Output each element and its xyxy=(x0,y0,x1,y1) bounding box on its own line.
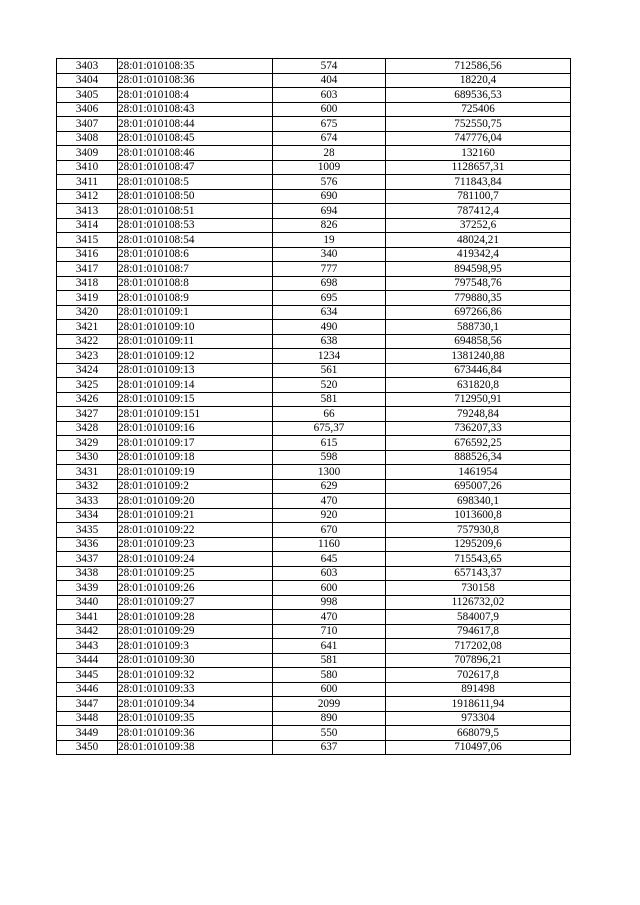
cadastral-number-cell: 28:01:010109:13 xyxy=(118,363,273,378)
area-cell: 28 xyxy=(273,146,386,161)
row-number-cell: 3435 xyxy=(57,523,118,538)
area-cell: 645 xyxy=(273,552,386,567)
area-cell: 695 xyxy=(273,291,386,306)
cadastral-value-cell: 1918611,94 xyxy=(386,697,571,712)
row-number-cell: 3406 xyxy=(57,102,118,117)
cadastral-number-cell: 28:01:010109:38 xyxy=(118,740,273,755)
row-number-cell: 3442 xyxy=(57,624,118,639)
area-cell: 1234 xyxy=(273,349,386,364)
row-number-cell: 3409 xyxy=(57,146,118,161)
row-number-cell: 3446 xyxy=(57,682,118,697)
cadastral-number-cell: 28:01:010109:22 xyxy=(118,523,273,538)
cadastral-value-cell: 676592,25 xyxy=(386,436,571,451)
cadastral-value-cell: 781100,7 xyxy=(386,189,571,204)
area-cell: 490 xyxy=(273,320,386,335)
row-number-cell: 3439 xyxy=(57,581,118,596)
cadastral-number-cell: 28:01:010108:50 xyxy=(118,189,273,204)
cadastral-value-cell: 757930,8 xyxy=(386,523,571,538)
row-number-cell: 3405 xyxy=(57,88,118,103)
cadastral-number-cell: 28:01:010109:21 xyxy=(118,508,273,523)
cadastral-value-cell: 419342,4 xyxy=(386,247,571,262)
area-cell: 615 xyxy=(273,436,386,451)
cadastral-number-cell: 28:01:010108:8 xyxy=(118,276,273,291)
cadastral-value-cell: 694858,56 xyxy=(386,334,571,349)
area-cell: 641 xyxy=(273,639,386,654)
cadastral-number-cell: 28:01:010108:35 xyxy=(118,59,273,74)
cadastral-value-cell: 37252,6 xyxy=(386,218,571,233)
area-cell: 576 xyxy=(273,175,386,190)
table-row xyxy=(57,334,571,349)
row-number-cell: 3431 xyxy=(57,465,118,480)
table-row xyxy=(57,610,571,625)
cadastral-number-cell: 28:01:010108:53 xyxy=(118,218,273,233)
cadastral-value-cell: 747776,04 xyxy=(386,131,571,146)
table-row xyxy=(57,740,571,755)
table-row xyxy=(57,320,571,335)
cadastral-value-cell: 1128657,31 xyxy=(386,160,571,175)
cadastral-value-cell: 712586,56 xyxy=(386,59,571,74)
cadastral-number-cell: 28:01:010109:19 xyxy=(118,465,273,480)
cadastral-value-cell: 787412,4 xyxy=(386,204,571,219)
table-row xyxy=(57,218,571,233)
cadastral-value-cell: 48024,21 xyxy=(386,233,571,248)
table-row xyxy=(57,189,571,204)
cadastral-number-cell: 28:01:010109:25 xyxy=(118,566,273,581)
table-body xyxy=(57,59,571,755)
cadastral-value-cell: 736207,33 xyxy=(386,421,571,436)
area-cell: 675,37 xyxy=(273,421,386,436)
table-row xyxy=(57,552,571,567)
table-row xyxy=(57,276,571,291)
row-number-cell: 3426 xyxy=(57,392,118,407)
row-number-cell: 3413 xyxy=(57,204,118,219)
table-row xyxy=(57,102,571,117)
area-cell: 2099 xyxy=(273,697,386,712)
cadastral-number-cell: 28:01:010109:16 xyxy=(118,421,273,436)
table-row xyxy=(57,595,571,610)
cadastral-value-cell: 715543,65 xyxy=(386,552,571,567)
table-row xyxy=(57,537,571,552)
table-row xyxy=(57,349,571,364)
table-row xyxy=(57,392,571,407)
cadastral-value-cell: 698340,1 xyxy=(386,494,571,509)
cadastral-value-cell: 707896,21 xyxy=(386,653,571,668)
row-number-cell: 3429 xyxy=(57,436,118,451)
cadastral-value-cell: 18220,4 xyxy=(386,73,571,88)
area-cell: 404 xyxy=(273,73,386,88)
table-row xyxy=(57,523,571,538)
cadastral-value-cell: 973304 xyxy=(386,711,571,726)
cadastral-value-cell: 588730,1 xyxy=(386,320,571,335)
table-row xyxy=(57,262,571,277)
table-row xyxy=(57,726,571,741)
row-number-cell: 3427 xyxy=(57,407,118,422)
table-row xyxy=(57,624,571,639)
row-number-cell: 3408 xyxy=(57,131,118,146)
cadastral-number-cell: 28:01:010108:9 xyxy=(118,291,273,306)
row-number-cell: 3404 xyxy=(57,73,118,88)
row-number-cell: 3403 xyxy=(57,59,118,74)
row-number-cell: 3430 xyxy=(57,450,118,465)
cadastral-value-cell: 1013600,8 xyxy=(386,508,571,523)
table-row xyxy=(57,363,571,378)
cadastral-number-cell: 28:01:010108:36 xyxy=(118,73,273,88)
cadastral-value-cell: 1295209,6 xyxy=(386,537,571,552)
cadastral-value-cell: 794617,8 xyxy=(386,624,571,639)
row-number-cell: 3416 xyxy=(57,247,118,262)
row-number-cell: 3450 xyxy=(57,740,118,755)
table-row xyxy=(57,146,571,161)
area-cell: 694 xyxy=(273,204,386,219)
cadastral-value-cell: 752550,75 xyxy=(386,117,571,132)
cadastral-number-cell: 28:01:010109:15 xyxy=(118,392,273,407)
cadastral-value-cell: 888526,34 xyxy=(386,450,571,465)
cadastral-number-cell: 28:01:010109:1 xyxy=(118,305,273,320)
cadastral-number-cell: 28:01:010108:6 xyxy=(118,247,273,262)
row-number-cell: 3441 xyxy=(57,610,118,625)
area-cell: 520 xyxy=(273,378,386,393)
cadastral-number-cell: 28:01:010109:26 xyxy=(118,581,273,596)
cadastral-number-cell: 28:01:010108:46 xyxy=(118,146,273,161)
cadastral-value-cell: 657143,37 xyxy=(386,566,571,581)
area-cell: 574 xyxy=(273,59,386,74)
cadastral-value-cell: 779880,35 xyxy=(386,291,571,306)
cadastral-value-cell: 711843,84 xyxy=(386,175,571,190)
area-cell: 580 xyxy=(273,668,386,683)
area-cell: 470 xyxy=(273,610,386,625)
area-cell: 600 xyxy=(273,102,386,117)
table-row xyxy=(57,291,571,306)
cadastral-value-cell: 1461954 xyxy=(386,465,571,480)
area-cell: 777 xyxy=(273,262,386,277)
cadastral-value-cell: 1381240,88 xyxy=(386,349,571,364)
cadastral-number-cell: 28:01:010108:43 xyxy=(118,102,273,117)
area-cell: 1300 xyxy=(273,465,386,480)
table-row xyxy=(57,711,571,726)
area-cell: 710 xyxy=(273,624,386,639)
row-number-cell: 3448 xyxy=(57,711,118,726)
area-cell: 629 xyxy=(273,479,386,494)
cadastral-value-cell: 894598,95 xyxy=(386,262,571,277)
area-cell: 634 xyxy=(273,305,386,320)
cadastral-value-cell: 1126732,02 xyxy=(386,595,571,610)
cadastral-number-cell: 28:01:010109:28 xyxy=(118,610,273,625)
table-row xyxy=(57,378,571,393)
table-row xyxy=(57,436,571,451)
table-row xyxy=(57,508,571,523)
table-row xyxy=(57,160,571,175)
cadastral-number-cell: 28:01:010108:51 xyxy=(118,204,273,219)
area-cell: 19 xyxy=(273,233,386,248)
row-number-cell: 3433 xyxy=(57,494,118,509)
cadastral-value-cell: 797548,76 xyxy=(386,276,571,291)
row-number-cell: 3449 xyxy=(57,726,118,741)
row-number-cell: 3415 xyxy=(57,233,118,248)
cadastral-number-cell: 28:01:010109:12 xyxy=(118,349,273,364)
cadastral-number-cell: 28:01:010109:34 xyxy=(118,697,273,712)
table-row xyxy=(57,407,571,422)
table-row xyxy=(57,697,571,712)
cadastral-value-cell: 132160 xyxy=(386,146,571,161)
area-cell: 670 xyxy=(273,523,386,538)
row-number-cell: 3428 xyxy=(57,421,118,436)
cadastral-value-cell: 730158 xyxy=(386,581,571,596)
cadastral-value-cell: 673446,84 xyxy=(386,363,571,378)
area-cell: 561 xyxy=(273,363,386,378)
cadastral-number-cell: 28:01:010109:29 xyxy=(118,624,273,639)
cadastral-number-cell: 28:01:010109:17 xyxy=(118,436,273,451)
area-cell: 600 xyxy=(273,682,386,697)
cadastral-number-cell: 28:01:010109:3 xyxy=(118,639,273,654)
cadastral-number-cell: 28:01:010109:24 xyxy=(118,552,273,567)
table-row xyxy=(57,479,571,494)
cadastral-number-cell: 28:01:010108:4 xyxy=(118,88,273,103)
table-row xyxy=(57,465,571,480)
table-row xyxy=(57,175,571,190)
area-cell: 920 xyxy=(273,508,386,523)
table-row xyxy=(57,204,571,219)
cadastral-number-cell: 28:01:010109:151 xyxy=(118,407,273,422)
row-number-cell: 3420 xyxy=(57,305,118,320)
row-number-cell: 3425 xyxy=(57,378,118,393)
row-number-cell: 3443 xyxy=(57,639,118,654)
area-cell: 998 xyxy=(273,595,386,610)
cadastral-number-cell: 28:01:010109:18 xyxy=(118,450,273,465)
area-cell: 600 xyxy=(273,581,386,596)
table-row xyxy=(57,117,571,132)
table-row xyxy=(57,131,571,146)
table-row xyxy=(57,88,571,103)
area-cell: 598 xyxy=(273,450,386,465)
row-number-cell: 3423 xyxy=(57,349,118,364)
area-cell: 1160 xyxy=(273,537,386,552)
area-cell: 638 xyxy=(273,334,386,349)
area-cell: 675 xyxy=(273,117,386,132)
row-number-cell: 3414 xyxy=(57,218,118,233)
cadastral-number-cell: 28:01:010109:14 xyxy=(118,378,273,393)
area-cell: 66 xyxy=(273,407,386,422)
row-number-cell: 3438 xyxy=(57,566,118,581)
table-row xyxy=(57,73,571,88)
area-cell: 550 xyxy=(273,726,386,741)
cadastral-number-cell: 28:01:010108:5 xyxy=(118,175,273,190)
table-row xyxy=(57,566,571,581)
cadastral-number-cell: 28:01:010109:35 xyxy=(118,711,273,726)
cadastral-value-cell: 710497,06 xyxy=(386,740,571,755)
cadastral-value-cell: 712950,91 xyxy=(386,392,571,407)
area-cell: 826 xyxy=(273,218,386,233)
cadastral-number-cell: 28:01:010109:30 xyxy=(118,653,273,668)
area-cell: 674 xyxy=(273,131,386,146)
table-row xyxy=(57,305,571,320)
cadastral-number-cell: 28:01:010108:45 xyxy=(118,131,273,146)
area-cell: 581 xyxy=(273,392,386,407)
area-cell: 690 xyxy=(273,189,386,204)
row-number-cell: 3434 xyxy=(57,508,118,523)
area-cell: 603 xyxy=(273,88,386,103)
area-cell: 637 xyxy=(273,740,386,755)
cadastral-value-cell: 584007,9 xyxy=(386,610,571,625)
row-number-cell: 3411 xyxy=(57,175,118,190)
row-number-cell: 3417 xyxy=(57,262,118,277)
row-number-cell: 3444 xyxy=(57,653,118,668)
cadastral-value-table xyxy=(56,58,571,755)
cadastral-number-cell: 28:01:010109:32 xyxy=(118,668,273,683)
row-number-cell: 3436 xyxy=(57,537,118,552)
area-cell: 698 xyxy=(273,276,386,291)
area-cell: 581 xyxy=(273,653,386,668)
row-number-cell: 3421 xyxy=(57,320,118,335)
area-cell: 890 xyxy=(273,711,386,726)
row-number-cell: 3410 xyxy=(57,160,118,175)
row-number-cell: 3424 xyxy=(57,363,118,378)
area-cell: 603 xyxy=(273,566,386,581)
cadastral-number-cell: 28:01:010108:7 xyxy=(118,262,273,277)
table-row xyxy=(57,639,571,654)
row-number-cell: 3447 xyxy=(57,697,118,712)
row-number-cell: 3407 xyxy=(57,117,118,132)
cadastral-value-cell: 725406 xyxy=(386,102,571,117)
cadastral-number-cell: 28:01:010108:44 xyxy=(118,117,273,132)
row-number-cell: 3437 xyxy=(57,552,118,567)
cadastral-value-cell: 697266,86 xyxy=(386,305,571,320)
area-cell: 1009 xyxy=(273,160,386,175)
table-row xyxy=(57,421,571,436)
cadastral-value-cell: 79248,84 xyxy=(386,407,571,422)
row-number-cell: 3412 xyxy=(57,189,118,204)
cadastral-number-cell: 28:01:010109:33 xyxy=(118,682,273,697)
cadastral-number-cell: 28:01:010109:23 xyxy=(118,537,273,552)
table-row xyxy=(57,59,571,74)
table-row xyxy=(57,682,571,697)
cadastral-value-cell: 668079,5 xyxy=(386,726,571,741)
row-number-cell: 3418 xyxy=(57,276,118,291)
cadastral-number-cell: 28:01:010109:11 xyxy=(118,334,273,349)
area-cell: 340 xyxy=(273,247,386,262)
cadastral-number-cell: 28:01:010109:20 xyxy=(118,494,273,509)
row-number-cell: 3440 xyxy=(57,595,118,610)
table-row xyxy=(57,653,571,668)
table-row xyxy=(57,450,571,465)
cadastral-value-cell: 689536,53 xyxy=(386,88,571,103)
cadastral-number-cell: 28:01:010109:36 xyxy=(118,726,273,741)
table-row xyxy=(57,581,571,596)
cadastral-value-cell: 717202,08 xyxy=(386,639,571,654)
cadastral-number-cell: 28:01:010108:47 xyxy=(118,160,273,175)
table-row xyxy=(57,668,571,683)
cadastral-number-cell: 28:01:010109:2 xyxy=(118,479,273,494)
row-number-cell: 3445 xyxy=(57,668,118,683)
cadastral-number-cell: 28:01:010109:10 xyxy=(118,320,273,335)
table-row xyxy=(57,247,571,262)
cadastral-value-cell: 702617,8 xyxy=(386,668,571,683)
table-row xyxy=(57,494,571,509)
cadastral-value-cell: 695007,26 xyxy=(386,479,571,494)
row-number-cell: 3422 xyxy=(57,334,118,349)
table-row xyxy=(57,233,571,248)
row-number-cell: 3432 xyxy=(57,479,118,494)
cadastral-number-cell: 28:01:010108:54 xyxy=(118,233,273,248)
area-cell: 470 xyxy=(273,494,386,509)
cadastral-value-cell: 891498 xyxy=(386,682,571,697)
cadastral-number-cell: 28:01:010109:27 xyxy=(118,595,273,610)
cadastral-value-cell: 631820,8 xyxy=(386,378,571,393)
row-number-cell: 3419 xyxy=(57,291,118,306)
